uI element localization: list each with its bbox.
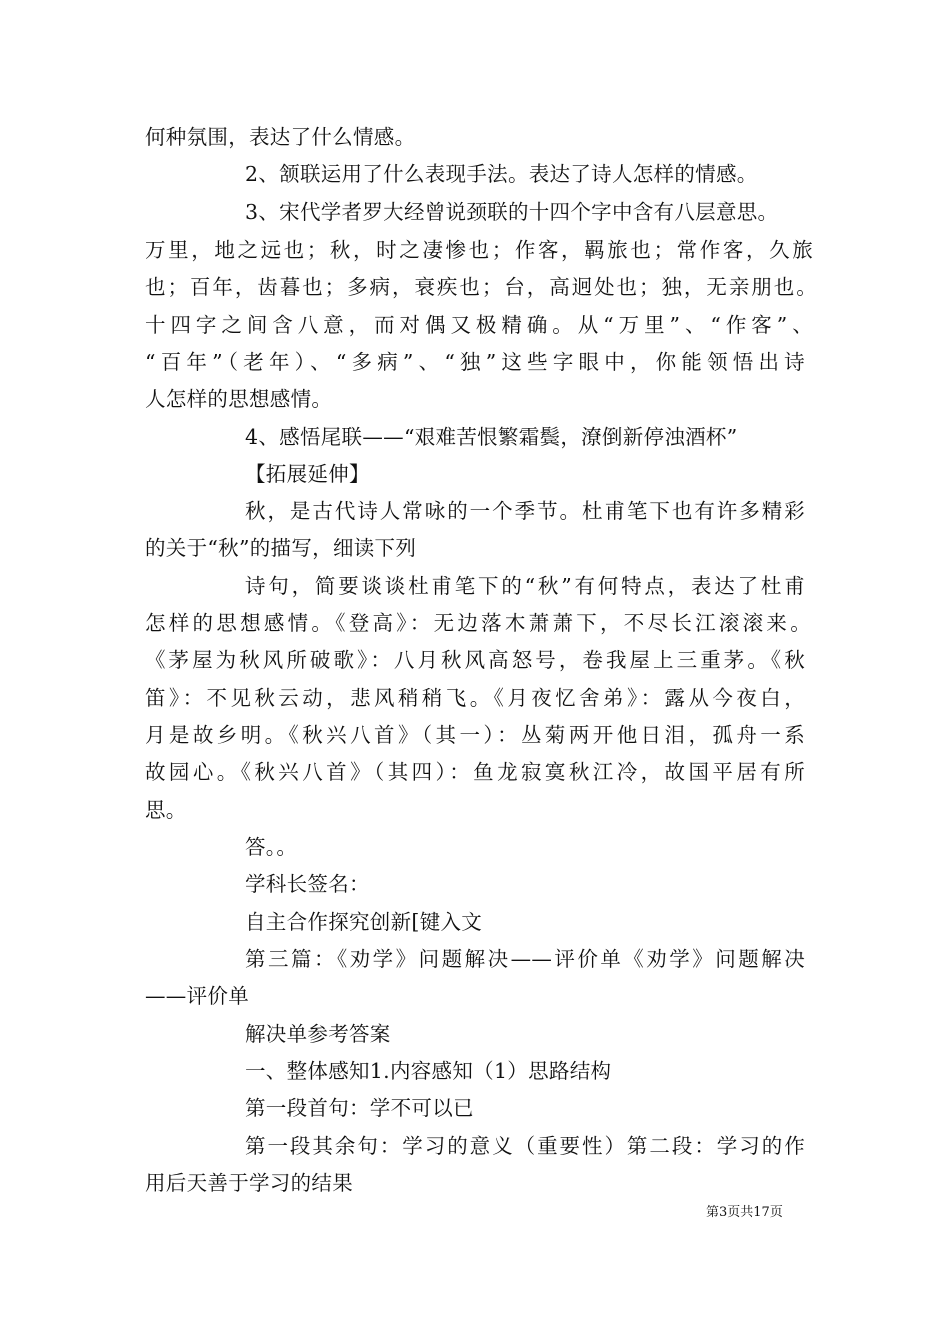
text-line-21: 学科长签名：	[245, 872, 370, 896]
text-line-27: 第一段首句：学不可以已	[245, 1096, 474, 1120]
text-line-24: ——评价单	[145, 984, 249, 1008]
text-line-26: 一、整体感知1.内容感知（1）思路结构	[245, 1059, 612, 1083]
page-number-footer: 第3页共17页	[706, 1205, 783, 1220]
text-line-7: “百年”（老年）、“多病”、“独”这些字眼中，你能领悟出诗	[145, 350, 805, 374]
text-line-4: 万里，地之远也；秋，时之凄惨也；作客，羁旅也；常作客，久旅	[145, 238, 813, 262]
text-line-9: 4、感悟尾联——“艰难苦恨繁霜鬓，潦倒新停浊酒杯”	[245, 425, 738, 449]
text-line-3: 3、宋代学者罗大经曾说颈联的十四个字中含有八层意思。	[245, 200, 779, 224]
text-line-20: 答。。	[245, 835, 298, 859]
section-heading-extension: 【拓展延伸】	[245, 462, 370, 486]
text-line-14: 怎样的思想感情。《登高》：无边落木萧萧下，不尽长江滚滚来。	[145, 611, 811, 635]
text-line-23: 第三篇：《劝学》问题解决——评价单《劝学》问题解决	[245, 947, 805, 971]
text-line-25: 解决单参考答案	[245, 1022, 391, 1046]
text-line-5: 也；百年，齿暮也；多病，衰疾也；台，高迥处也；独，无亲朋也。	[145, 275, 817, 299]
text-line-15: 《茅屋为秋风所破歌》：八月秋风高怒号，卷我屋上三重茅。《秋	[145, 648, 805, 672]
text-line-28: 第一段其余句：学习的意义（重要性）第二段：学习的作	[245, 1134, 805, 1158]
text-line-8: 人怎样的思想感情。	[145, 387, 333, 411]
text-line-6: 十四字之间含八意，而对偶又极精确。从“万里”、“作客”、	[145, 313, 813, 337]
text-line-2: 2、颔联运用了什么表现手法。表达了诗人怎样的情感。	[245, 162, 758, 186]
text-line-11: 秋，是古代诗人常咏的一个季节。杜甫笔下也有许多精彩	[245, 499, 805, 523]
text-line-16: 笛》：不见秋云动，悲风稍稍飞。《月夜忆舍弟》：露从今夜白，	[145, 686, 805, 710]
text-line-13: 诗句，简要谈谈杜甫笔下的“秋”有何特点，表达了杜甫	[245, 574, 805, 598]
text-line-12: 的关于“秋”的描写，细读下列	[145, 536, 417, 560]
text-line-17: 月是故乡明。《秋兴八首》（其一）：丛菊两开他日泪，孤舟一系	[145, 723, 805, 747]
text-line-1: 何种氛围，表达了什么情感。	[145, 125, 416, 149]
text-line-29: 用后天善于学习的结果	[145, 1171, 353, 1195]
text-line-22: 自主合作探究创新[键入文	[245, 910, 483, 934]
text-line-18: 故园心。《秋兴八首》（其四）：鱼龙寂寞秋江冷，故国平居有所	[145, 760, 805, 784]
text-line-19: 思。	[145, 798, 187, 822]
